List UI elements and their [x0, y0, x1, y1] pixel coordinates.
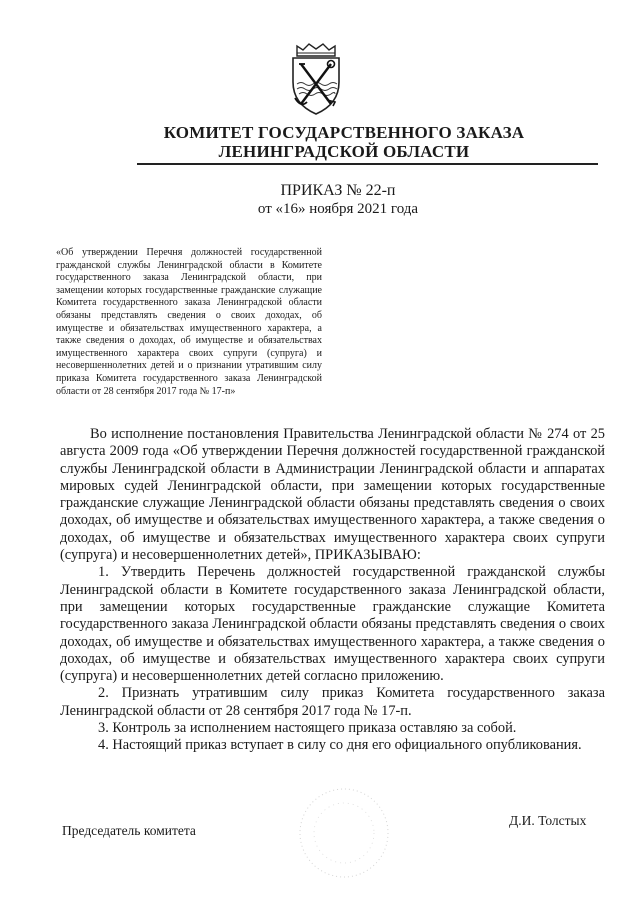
header-divider — [137, 163, 598, 165]
coat-of-arms-icon — [287, 42, 345, 116]
faint-stamp-mark — [284, 778, 404, 888]
order-date: от «16» ноября 2021 года — [257, 201, 419, 217]
order-body — [60, 426, 605, 755]
order-item-2: 2. Признать утратившим силу приказ Комитета государственного заказа Ленинградской области от 28 сентября 2017 года № 17-п. — [60, 685, 605, 719]
preamble-paragraph: Во исполнение постановления Правительства Ленинградской области № 274 от 25 августа 2009 года «Об утверждении Перечня должностей государственной гражданской службы Ленинградской области в Администрации Ленинградской области и аппаратах мировых судей Ленинградской области, при замещении которых государственные гражданские служащие Ленинградской области обязаны представлять сведения о своих доходах, об имуществе и обязательствах имущественного характера, а также сведения о доходах, об имуществе и обязательствах имущественного характера своих супруги (супруга) и несовершеннолетних детей», ПРИКАЗЫВАЮ: — [60, 426, 605, 564]
order-item-1: 1. Утвердить Перечень должностей государственной гражданской службы Ленинградской области в Комитете государственного заказа Ленинградской области, при замещении которых государственные гражданские служащие Комитета государственного заказа Ленинградской области обязаны представлять сведения о своих доходах, об имуществе и обязательствах имущественного характера, а также сведения о доходах, об имуществе и обязательствах имущественного характера своих супруги (супруга) и несовершеннолетних детей согласно приложению. — [60, 564, 605, 685]
order-number: ПРИКАЗ № 22-п — [280, 182, 396, 199]
organization-name-line1: КОМИТЕТ ГОСУДАРСТВЕННОГО ЗАКАЗА — [163, 123, 525, 142]
order-subject: «Об утверждении Перечня должностей государственной гражданской службы Ленинградской области в Комитете государственного заказа Ленинградской области, при замещении которых государственные гражданские служащие Комитета государственного заказа Ленинградской области обязаны представлять сведения о своих доходах, об имуществе и обязательствах имущественного характера, а также сведения о доходах, об имуществе и обязательствах имущественного характера своих супруги (супруга) и несовершеннолетних детей и о признании утратившим силу приказа Комитета государственного заказа Ленинградской области от 28 сентября 2017 года № 17-п» — [56, 247, 322, 397]
signer-name: Д.И. Толстых — [509, 813, 587, 828]
organization-name-line2: ЛЕНИНГРАДСКОЙ ОБЛАСТИ — [218, 142, 470, 161]
order-item-3: 3. Контроль за исполнением настоящего приказа оставляю за собой. — [98, 720, 517, 737]
order-item-4: 4. Настоящий приказ вступает в силу со дня его официального опубликования. — [98, 737, 582, 754]
signer-title: Председатель комитета — [62, 823, 196, 838]
